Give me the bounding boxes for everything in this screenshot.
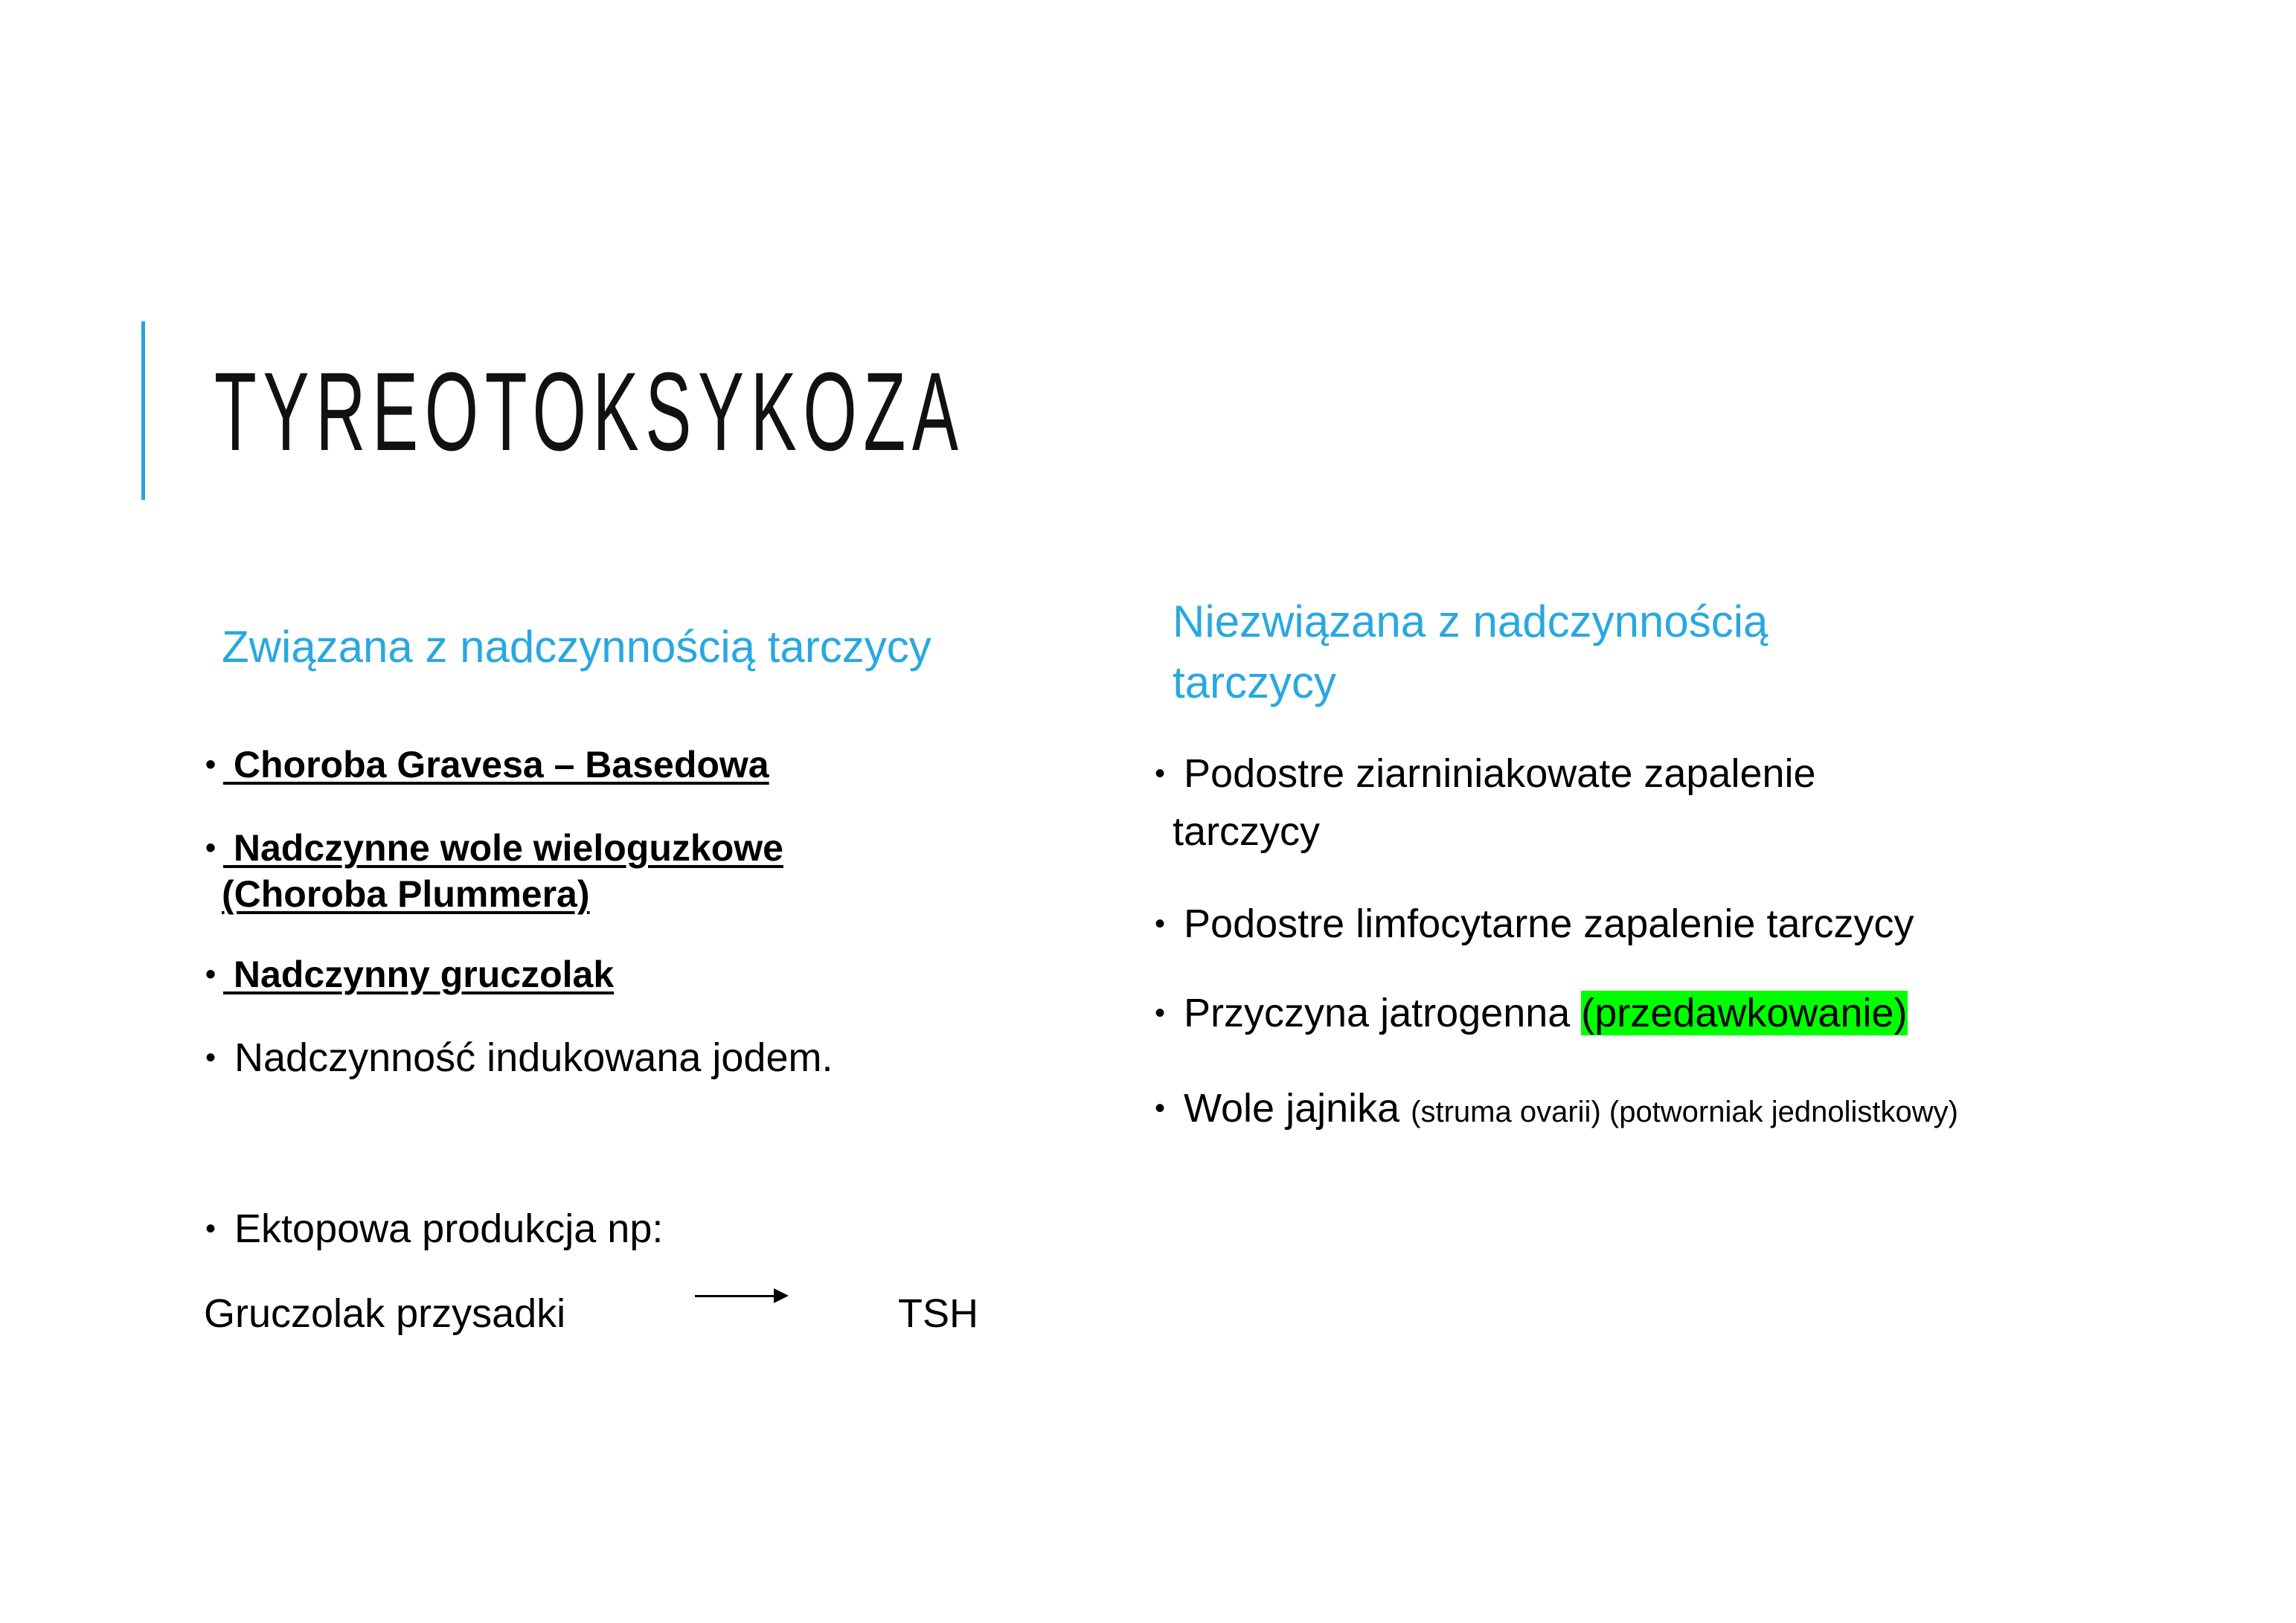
highlighted-text: (przedawkowanie) [1581,991,1908,1035]
list-item-subacute-granulomatous-continuation: tarczycy [1173,809,1321,854]
list-item-plummer-continuation: (Choroba Plummera) [222,873,590,915]
bullet-icon: • [1155,997,1166,1029]
ectopic-product: TSH [898,1291,978,1336]
list-item-struma-ovarii: • Wole jajnika (struma ovarii) (potworniak jednolistkowy) [1155,1086,1958,1131]
right-column-heading-line1: Niezwiązana z nadczynnością [1173,597,1769,646]
bullet-icon: • [205,1212,217,1245]
bullet-icon: • [1155,757,1166,790]
bullet-icon: • [205,958,217,991]
bullet-icon: • [1155,907,1166,940]
bullet-icon: • [205,1041,217,1074]
bullet-icon: • [205,748,217,781]
list-item-multinodular-goiter: • Nadczynne wole wieloguzkowe [205,827,783,869]
slide-title: TYREOTOKSYKOZA [214,349,965,474]
list-item-toxic-adenoma: • Nadczynny gruczolak [205,954,615,995]
list-item-iatrogenic: • Przyczyna jatrogenna (przedawkowanie) [1155,991,1908,1035]
ectopic-source: Gruczolak przysadki [204,1291,566,1336]
right-column-heading-line2: tarczycy [1173,658,1337,707]
arrow-right-icon [695,1295,774,1297]
list-item-subacute-lymphocytic: • Podostre limfocytarne zapalenie tarczycy [1155,902,1914,946]
list-item-iodine-induced: • Nadczynność indukowana jodem. [205,1035,833,1080]
list-item-graves: • Choroba Gravesa – Basedowa [205,744,769,785]
list-item-subacute-granulomatous: • Podostre ziarniniakowate zapalenie [1155,751,1816,796]
bullet-icon: • [1155,1092,1166,1125]
bullet-icon: • [205,832,217,864]
title-accent-bar [141,321,145,500]
list-item-ectopic: • Ektopowa produkcja np: [205,1206,664,1251]
left-column-heading: Związana z nadczynnością tarczycy [222,622,931,672]
